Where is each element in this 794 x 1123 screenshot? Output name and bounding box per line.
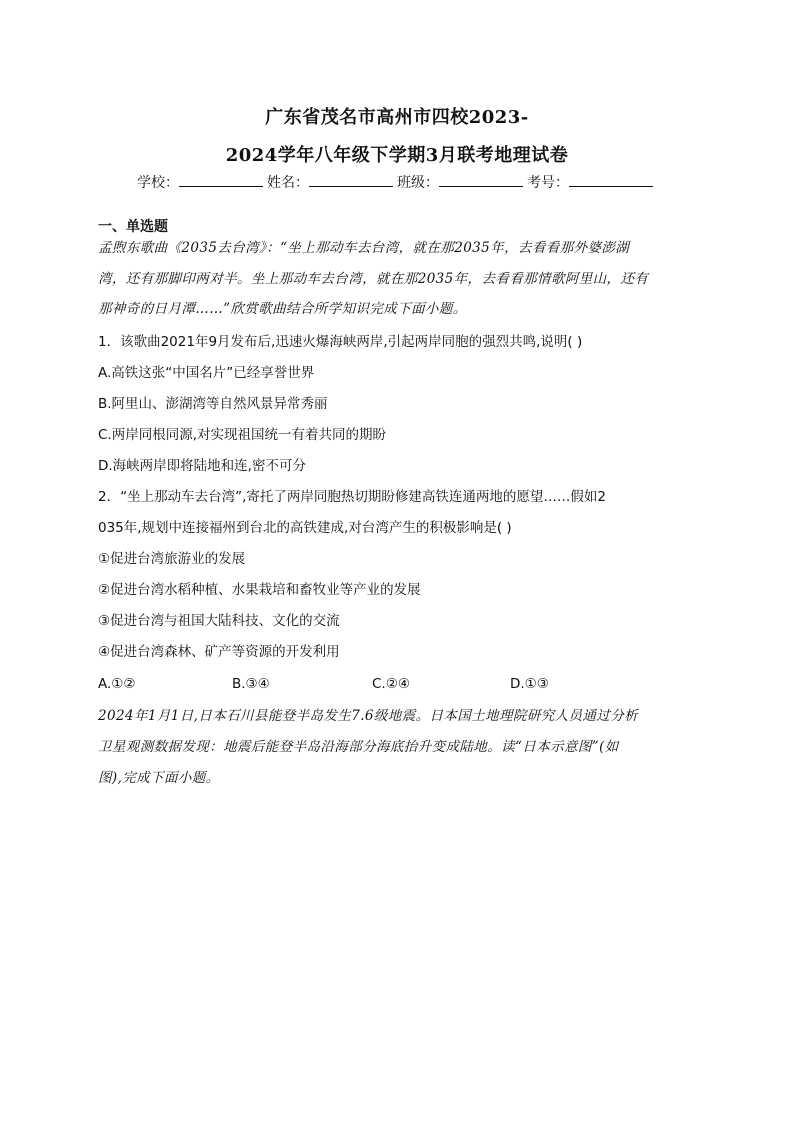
q2-choice-d: D.①③ bbox=[510, 676, 549, 692]
name-blank bbox=[309, 172, 393, 187]
q2-statement-2: ②促进台湾水稻种植、水果栽培和畜牧业等产业的发展 bbox=[98, 582, 421, 598]
q1-option-c: C.两岸同根同源,对实现祖国统一有着共同的期盼 bbox=[98, 427, 387, 443]
q2-choice-c: C.②④ bbox=[372, 676, 410, 692]
q2-choices bbox=[98, 674, 698, 694]
q1-stem: 1．该歌曲2021年9月发布后,迅速火爆海峡两岸,引起两岸同胞的强烈共鸣,说明( ) bbox=[98, 334, 583, 350]
q2-choice-b: B.③④ bbox=[232, 676, 270, 692]
exam-title-line1: 广东省茂名市高州市四校2023- bbox=[265, 107, 529, 128]
name-label: 姓名： bbox=[267, 175, 309, 191]
passage1-line: 那神奇的日月潭……”欣赏歌曲结合所学知识完成下面小题。 bbox=[98, 301, 467, 317]
q2-statement-3: ③促进台湾与祖国大陆科技、文化的交流 bbox=[98, 613, 340, 629]
q1-option-a: A.高铁这张“中国名片”已经享誉世界 bbox=[98, 365, 315, 381]
student-info-row bbox=[0, 172, 794, 192]
section-title: 一、单选题 bbox=[98, 219, 168, 235]
class-label: 班级： bbox=[397, 175, 439, 191]
passage2-line: 图),完成下面小题。 bbox=[98, 770, 220, 786]
passage2-line: 卫星观测数据发现：地震后能登半岛沿海部分海底抬升变成陆地。读“日本示意图”(如 bbox=[98, 739, 619, 755]
school-blank bbox=[179, 172, 263, 187]
q2-stem-line2: 035年,规划中连接福州到台北的高铁建成,对台湾产生的积极影响是( ) bbox=[98, 520, 512, 536]
q2-choice-a: A.①② bbox=[98, 676, 136, 692]
q1-option-d: D.海峡两岸即将陆地和连,密不可分 bbox=[98, 458, 306, 474]
exam-no-label: 考号： bbox=[527, 175, 569, 191]
q2-stem-line1: 2．“坐上那动车去台湾”,寄托了两岸同胞热切期盼修建高铁连通两地的愿望……假如2 bbox=[98, 489, 606, 505]
exam-title-line2: 2024学年八年级下学期3月联考地理试卷 bbox=[225, 145, 569, 166]
exam-no-blank bbox=[569, 172, 653, 187]
school-label: 学校： bbox=[137, 175, 179, 191]
passage1-line: 湾，还有那脚印两对半。坐上那动车去台湾，就在那2035年，去看看那情歌阿里山，还有 bbox=[98, 271, 649, 287]
q1-option-b: B.阿里山、澎湖湾等自然风景异常秀丽 bbox=[98, 396, 328, 412]
q2-statement-1: ①促进台湾旅游业的发展 bbox=[98, 551, 246, 567]
class-blank bbox=[439, 172, 523, 187]
passage1-line: 孟煦东歌曲《2035去台湾》：“坐上那动车去台湾，就在那2035年，去看看那外婆澎湖 bbox=[98, 240, 630, 256]
q2-statement-4: ④促进台湾森林、矿产等资源的开发利用 bbox=[98, 644, 340, 660]
passage2-line: 2024年1月1日,日本石川县能登半岛发生7.6级地震。日本国土地理院研究人员通过分析 bbox=[98, 708, 638, 724]
